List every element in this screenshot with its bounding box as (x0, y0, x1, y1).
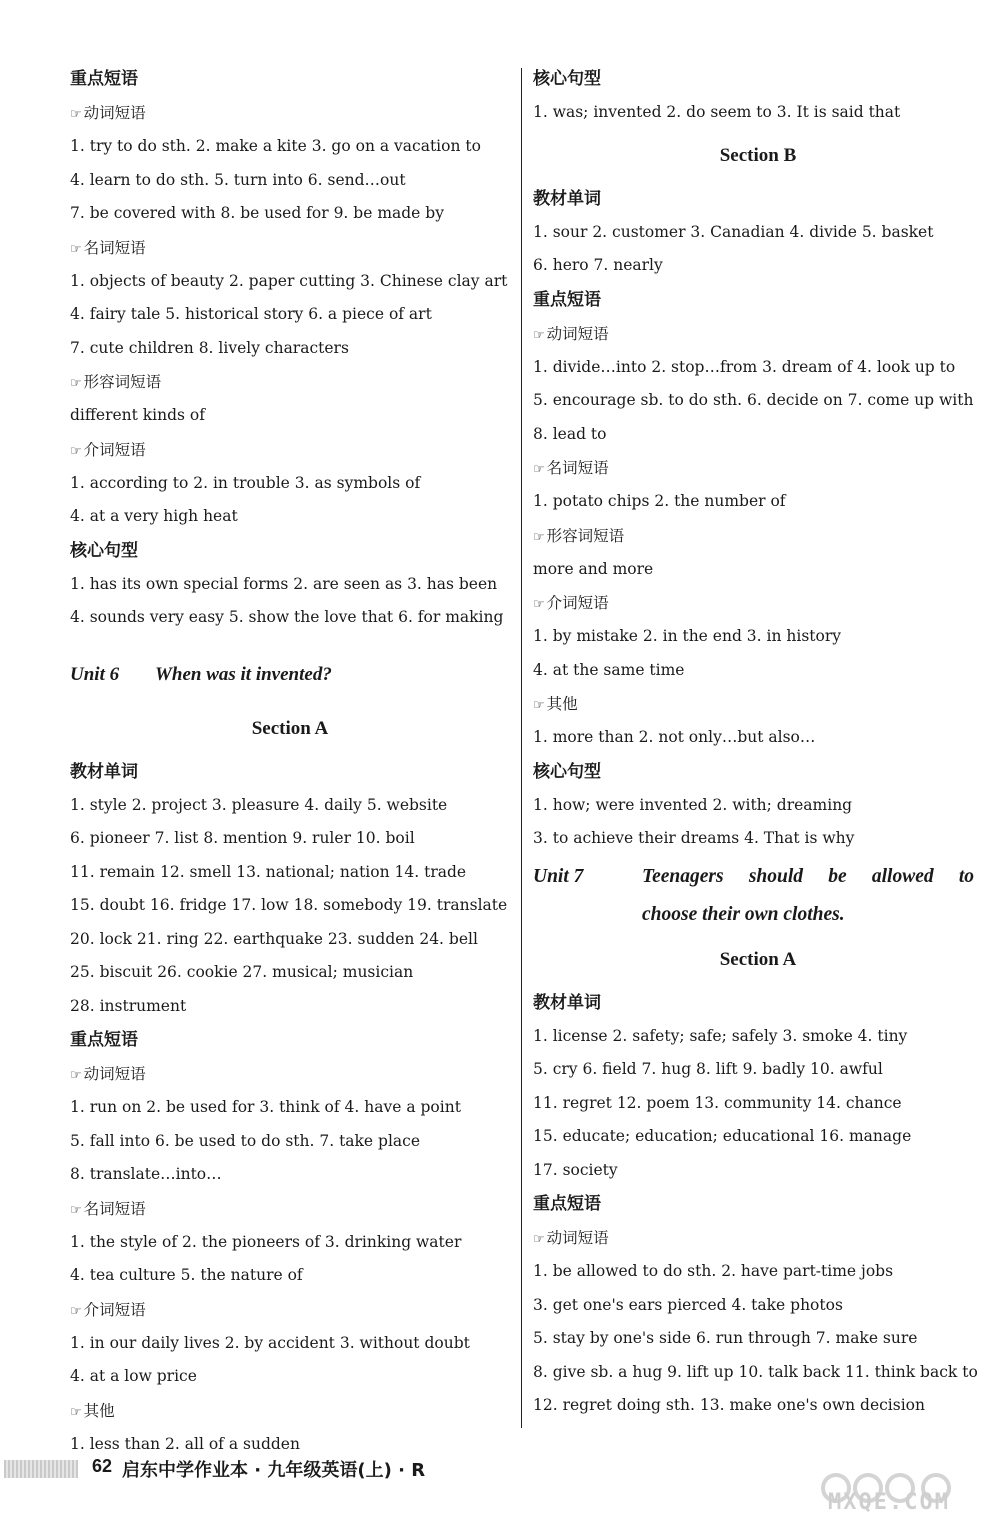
subcategory-label: 动词短语 (546, 324, 609, 343)
answer-line: 12. regret doing sth. 13. make one's own decision (533, 1396, 925, 1414)
answer-line: 7. cute children 8. lively characters (70, 338, 349, 357)
subcategory-label: 名词短语 (546, 459, 609, 477)
answer-line: 8. translate…into… (70, 1165, 222, 1183)
answer-line: 1. divide…into 2. stop…from 3. dream of 4. look up to (533, 357, 956, 376)
answer-line: 5. fall into 6. be used to do sth. 7. take place (70, 1131, 420, 1150)
unit-number: Unit 7 (533, 865, 584, 887)
answer-line: 5. encourage sb. to do sth. 6. decide on 7. come up with (533, 391, 974, 409)
subcategory-label: 动词短语 (83, 1065, 146, 1083)
pointing-hand-icon: ☞ (70, 1303, 82, 1319)
answer-line: 3. get one's ears pierced 4. take photos (533, 1295, 843, 1314)
unit-number: Unit 6 (70, 663, 120, 685)
answer-line: 25. biscuit 26. cookie 27. musical; musician (70, 963, 414, 981)
subcategory-label: 介词短语 (546, 594, 609, 612)
pointing-hand-icon: ☞ (533, 529, 545, 545)
answer-line: 1. potato chips 2. the number of (533, 492, 786, 510)
answer-line: 1. according to 2. in trouble 3. as symbols of (70, 473, 421, 492)
subcategory-label: 其他 (83, 1401, 115, 1420)
unit-heading (533, 858, 983, 934)
subcategory-heading (70, 433, 510, 467)
pointing-hand-icon: ☞ (533, 698, 545, 713)
answer-line: different kinds of (70, 406, 205, 424)
category-heading: 核心句型 (70, 540, 138, 561)
pointing-hand-icon: ☞ (70, 443, 82, 459)
answer-line: 6. hero 7. nearly (533, 256, 663, 274)
answer-line: 15. doubt 16. fridge 17. low 18. somebody 19. translate (70, 896, 508, 914)
answer-line: 5. stay by one's side 6. run through 7. make sure (533, 1329, 918, 1347)
answer-line: 1. by mistake 2. in the end 3. in history (533, 627, 841, 645)
pointing-hand-icon: ☞ (70, 107, 82, 122)
answer-line: 1. be allowed to do sth. 2. have part-time jobs (533, 1262, 894, 1280)
answer-line: 1. was; invented 2. do seem to 3. It is said that (533, 103, 901, 121)
pointing-hand-icon: ☞ (70, 1202, 82, 1218)
subcategory-label: 形容词短语 (83, 373, 162, 391)
subcategory-label: 介词短语 (83, 440, 146, 459)
subcategory-heading (533, 451, 983, 485)
column-divider (521, 68, 522, 1428)
answer-line: 17. society (533, 1160, 618, 1179)
answer-line: 3. to achieve their dreams 4. That is why (533, 829, 855, 847)
subcategory-heading (70, 365, 510, 399)
subcategory-heading (533, 1221, 983, 1255)
answer-line: 4. sounds very easy 5. show the love that 6. for making (70, 608, 504, 626)
answer-line: 4. at a very high heat (70, 507, 238, 525)
pointing-hand-icon: ☞ (533, 462, 545, 477)
answer-line: 4. learn to do sth. 5. turn into 6. send…out (70, 170, 406, 189)
category-heading: 重点短语 (70, 1030, 138, 1050)
answer-line: 4. at the same time (533, 660, 685, 679)
answer-line: 7. be covered with 8. be used for 9. be made by (70, 204, 444, 222)
answer-line: 11. remain 12. smell 13. national; nation 14. trade (70, 862, 467, 881)
answer-line: 1. less than 2. all of a sudden (70, 1434, 300, 1453)
subcategory-heading (70, 1057, 510, 1091)
unit-title-line-1: Teenagers should be allowed to (642, 865, 974, 887)
category-heading: 核心句型 (533, 69, 601, 89)
category-heading: 教材单词 (533, 188, 601, 209)
pointing-hand-icon: ☞ (533, 597, 545, 612)
subcategory-label: 形容词短语 (546, 526, 625, 545)
answer-line: 1. how; were invented 2. with; dreaming (533, 795, 853, 814)
unit-title: When was it invented? (155, 663, 332, 685)
category-heading: 重点短语 (533, 289, 601, 310)
answer-line: 1. run on 2. be used for 3. think of 4. have a point (70, 1098, 461, 1116)
section-heading: Section A (251, 717, 329, 739)
answer-line: 1. sour 2. customer 3. Canadian 4. divide 5. basket (533, 222, 934, 241)
answer-line: 1. more than 2. not only…but also… (533, 728, 816, 746)
answer-line: 1. style 2. project 3. pleasure 4. daily 5. website (70, 795, 448, 814)
book-title: 启东中学作业本 · 九年级英语(上) · R (122, 1460, 426, 1481)
category-heading: 核心句型 (533, 761, 601, 782)
pointing-hand-icon: ☞ (533, 327, 545, 343)
answer-line: 15. educate; education; educational 16. manage (533, 1127, 912, 1145)
answer-line: 1. has its own special forms 2. are seen as 3. has been (70, 574, 498, 593)
left-column (70, 62, 510, 1461)
answer-line: 5. cry 6. field 7. hug 8. lift 9. badly 10. awful (533, 1060, 883, 1078)
category-heading: 教材单词 (533, 992, 601, 1013)
unit-heading (70, 647, 510, 703)
category-heading: 重点短语 (533, 1194, 601, 1214)
category-heading: 重点短语 (70, 69, 138, 89)
answer-line: 1. try to do sth. 2. make a kite 3. go on a vacation to (70, 137, 481, 155)
pointing-hand-icon: ☞ (70, 1068, 82, 1083)
answer-line: 1. in our daily lives 2. by accident 3. without doubt (70, 1333, 470, 1352)
section-heading: Section B (719, 144, 797, 166)
answer-line: 8. lead to (533, 424, 607, 443)
answer-line: 1. objects of beauty 2. paper cutting 3. Chinese clay art (70, 271, 508, 290)
answer-line: 4. tea culture 5. the nature of (70, 1266, 303, 1284)
answer-line: more and more (533, 559, 654, 578)
subcategory-heading (533, 317, 983, 351)
answer-line: 8. give sb. a hug 9. lift up 10. talk back 11. think back to (533, 1362, 978, 1381)
subcategory-heading (533, 687, 983, 721)
watermark-text: MXQE.COM (828, 1490, 950, 1515)
pointing-hand-icon: ☞ (70, 241, 82, 257)
answer-line: 4. fairy tale 5. historical story 6. a piece of art (70, 305, 432, 323)
pointing-hand-icon: ☞ (70, 1404, 82, 1420)
page-number: 62 (92, 1456, 113, 1476)
answer-line: 20. lock 21. ring 22. earthquake 23. sudden 24. bell (70, 929, 478, 948)
subcategory-label: 其他 (546, 695, 578, 713)
section-heading: Section A (719, 948, 797, 970)
subcategory-heading (70, 1293, 510, 1327)
answer-line: 6. pioneer 7. list 8. mention 9. ruler 10. boil (70, 829, 415, 847)
answer-line: 4. at a low price (70, 1367, 197, 1385)
unit-title-line-2: choose their own clothes. (642, 903, 845, 925)
pointing-hand-icon: ☞ (533, 1232, 545, 1247)
pointing-hand-icon: ☞ (70, 376, 82, 391)
answer-line: 11. regret 12. poem 13. community 14. chance (533, 1093, 902, 1112)
subcategory-heading (70, 231, 510, 265)
subcategory-label: 名词短语 (83, 238, 146, 257)
subcategory-heading (533, 519, 983, 553)
category-heading: 教材单词 (70, 761, 138, 782)
answer-line: 1. the style of 2. the pioneers of 3. drinking water (70, 1232, 462, 1251)
subcategory-heading (533, 586, 983, 620)
subcategory-label: 动词短语 (83, 104, 146, 122)
answer-line: 28. instrument (70, 996, 187, 1015)
footer-decoration (4, 1460, 78, 1478)
subcategory-label: 名词短语 (83, 1199, 146, 1218)
right-column (533, 62, 983, 1423)
answer-line: 1. license 2. safety; safe; safely 3. smoke 4. tiny (533, 1026, 908, 1045)
subcategory-heading (70, 96, 510, 130)
subcategory-heading (70, 1394, 510, 1428)
subcategory-heading (70, 1192, 510, 1226)
subcategory-label: 动词短语 (546, 1229, 609, 1247)
subcategory-label: 介词短语 (83, 1300, 146, 1319)
